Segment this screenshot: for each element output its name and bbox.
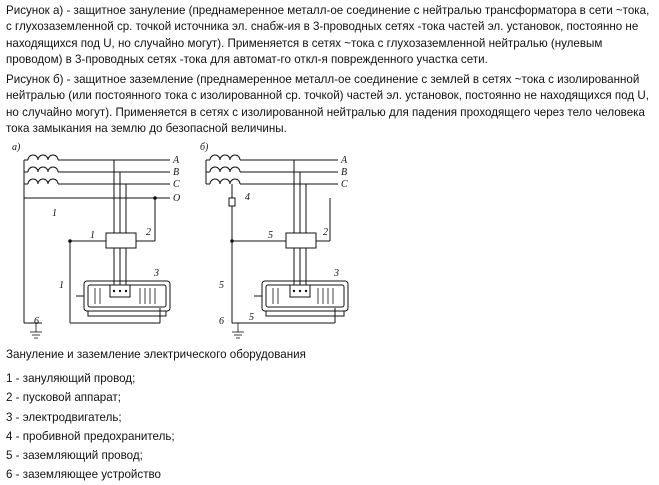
legend-item: 4 - пробивной предохранитель; xyxy=(6,429,175,443)
grounding-conductor-b xyxy=(230,198,335,323)
number-5: 5 xyxy=(268,230,273,241)
transformer-coils xyxy=(24,155,58,198)
panel-b-label: б) xyxy=(200,142,209,153)
number-5: 5 xyxy=(219,280,224,291)
starter-b xyxy=(286,233,316,248)
wiring-diagram xyxy=(0,138,380,343)
panel-b xyxy=(200,142,348,338)
ground-path-a xyxy=(24,198,42,338)
network-lines-b xyxy=(240,160,338,184)
figure-caption: Зануление и заземление электрического оборудования xyxy=(6,348,306,361)
line-label-b: B xyxy=(341,167,348,178)
starter-feed-b xyxy=(294,160,306,233)
panel-a xyxy=(12,142,180,338)
legend-item: 6 - заземляющее устройство xyxy=(6,468,161,482)
line-label-a: A xyxy=(173,155,180,166)
starter-feed-a xyxy=(114,160,126,233)
legend-item: 1 - зануляющий провод; xyxy=(6,372,136,385)
legend-list xyxy=(6,369,175,485)
legend-item: 3 - электродвигатель; xyxy=(6,410,122,424)
legend-item: 5 - заземляющий провод; xyxy=(6,449,143,463)
network-lines-a xyxy=(24,160,170,198)
legend-item: 2 - пусковой аппарат; xyxy=(6,391,121,405)
paragraph-b: Рисунок б) - защитное заземление (преднамеренное металл-ое соединение с землей в сетях ~тока с изолированной нейтралью (или постоянного тока с изолированной ср. точкой) частей эл. установок, постоянно не находящихся под U, но случайно могут). Применяется в сетях с изолированной нейтралью для падения проходящего через тело человека тока замыкания на землю до безопасной величины. xyxy=(6,73,649,136)
motor-feed-b xyxy=(294,248,306,285)
number-1: 1 xyxy=(52,208,57,219)
motor-a xyxy=(76,281,170,316)
line-label-b: B xyxy=(173,167,180,178)
line-label-o: O xyxy=(173,193,181,204)
line-label-a: A xyxy=(341,155,348,166)
paragraph-a: Рисунок а) - защитное зануление (преднамеренное металл-ое соединение с нейтралью трансформатора в сети ~тока, с глухозаземленной ср. точкой источника эл. снабж-ия в 3-проводных сетях -тока частей эл. установок, постоянно не находящихся под U, но случайно могут). Применяется в сетях ~тока с глухозаземленной нейтралью (нулевым проводом) в 3-проводных сетях -тока для автомат-го откл-я поврежденного участка сети. xyxy=(6,4,650,67)
number-3: 3 xyxy=(334,268,339,279)
number-4: 4 xyxy=(245,192,250,203)
number-2: 2 xyxy=(323,227,328,238)
motor-b xyxy=(254,281,348,316)
line-label-c: C xyxy=(173,179,180,190)
number-5: 5 xyxy=(249,312,254,323)
number-3: 3 xyxy=(154,268,159,279)
starter-a xyxy=(106,233,136,248)
number-6: 6 xyxy=(34,316,39,327)
line-label-c: C xyxy=(341,179,348,190)
panel-a-label: а) xyxy=(12,142,21,153)
number-2: 2 xyxy=(146,227,151,238)
number-1: 1 xyxy=(90,230,95,241)
junction-dot xyxy=(230,239,234,243)
junction-dot xyxy=(153,196,157,200)
transformer-coils xyxy=(206,155,240,184)
number-1: 1 xyxy=(59,280,64,291)
motor-feed-a xyxy=(114,248,126,285)
junction-dot xyxy=(68,239,72,243)
number-6: 6 xyxy=(219,316,224,327)
